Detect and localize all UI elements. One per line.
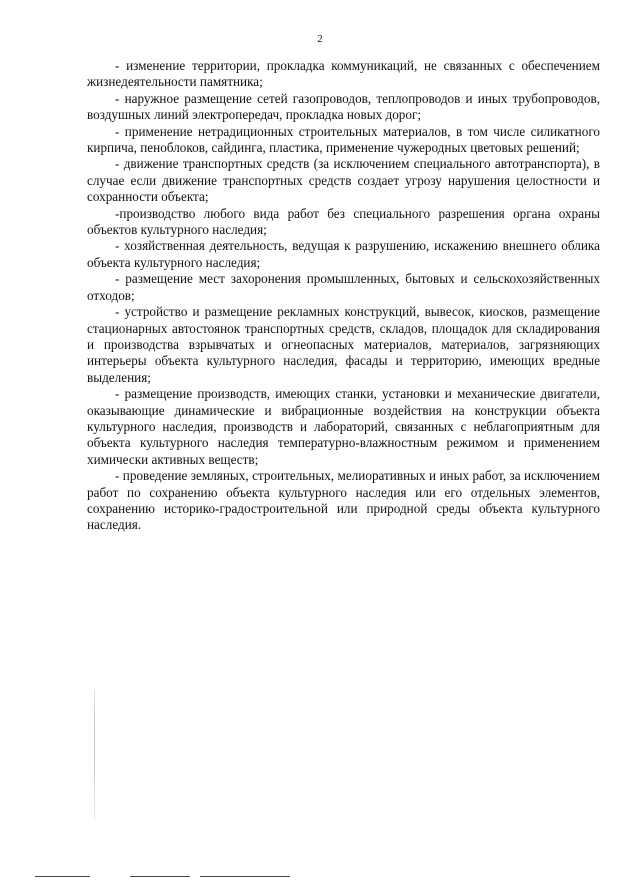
- document-body: [87, 58, 600, 534]
- paragraph-economic-activity: - хозяйственная деятельность, ведущая к разрушению, искажению внешнего облика объекта культурного наследия;: [87, 238, 600, 270]
- paragraph-industrial-facilities: - размещение производств, имеющих станки, установки и механические двигатели, оказывающие динамические и вибрационные воздействия на конструкции объекта культурного наследия, производств и лабораторий, связанных с неблагоприятным для объекта культурного наследия температурно-влажностным режимом и применением химически активных веществ;: [87, 386, 600, 467]
- paragraph-vehicle-traffic: - движение транспортных средств (за исключением специального автотранспорта), в случае если движение транспортных средств создает угрозу нарушения целостности и сохранности объекта;: [87, 156, 600, 205]
- paragraph-territory-change: - изменение территории, прокладка коммуникаций, не связанных с обеспечением жизнедеятельности памятника;: [87, 58, 600, 90]
- paragraph-waste-burial: - размещение мест захоронения промышленных, бытовых и сельскохозяйственных отходов;: [87, 271, 600, 303]
- paragraph-advertising-structures: - устройство и размещение рекламных конструкций, вывесок, киосков, размещение стационарных автостоянок транспортных средств, складов, площадок для складирования и производства взрывчатых и огнеопасных материалов, материалов, загрязняющих интерьеры объекта культурного наследия, фасады и территорию, имеющих вредные выделения;: [87, 304, 600, 385]
- paragraph-nontraditional-materials: - применение нетрадиционных строительных материалов, в том числе силикатного кирпича, пеноблоков, сайдинга, пластика, применение чужеродных цветовых решений;: [87, 123, 600, 156]
- page-number: 2: [317, 33, 323, 45]
- bottom-rule-middle: [130, 876, 190, 877]
- paragraph-works-without-permit: -производство любого вида работ без специального разрешения органа охраны объектов культурного наследия;: [87, 205, 600, 238]
- paragraph-earthworks: - проведение земляных, строительных, мелиоративных и иных работ, за исключением работ по сохранению объекта культурного наследия или его отдельных элементов, сохранению историко-градостроительной или природной среды объекта культурного наследия.: [87, 468, 600, 533]
- scan-margin-mark: [94, 690, 95, 820]
- bottom-rule-right: [200, 876, 290, 877]
- paragraph-utility-networks: - наружное размещение сетей газопроводов, теплопроводов и иных трубопроводов, воздушных линий электропередач, прокладка новых дорог;: [87, 90, 600, 123]
- bottom-rule-left: [35, 876, 90, 877]
